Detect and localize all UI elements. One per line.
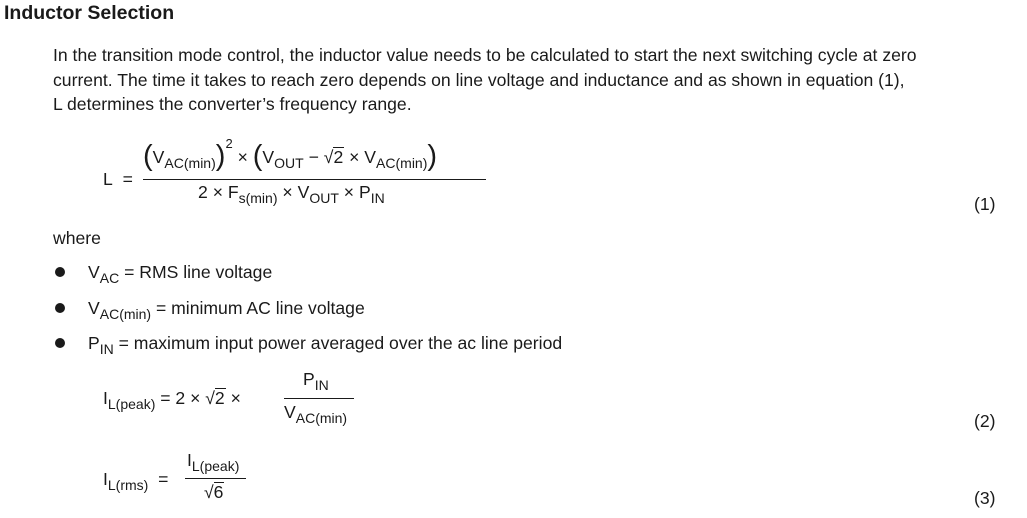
where-label: where <box>53 228 101 248</box>
intro-paragraph <box>53 43 1013 117</box>
sqrt-sign: √2 <box>205 388 225 408</box>
list-item: $V_{AC}$ = RMS line voltage <box>88 262 273 286</box>
eq1-number: (1) <box>974 194 996 214</box>
eq2-numerator: $P_{IN}$ <box>303 369 329 393</box>
eq2-denominator: $V_{AC(min)}$ <box>284 402 348 426</box>
eq2-fraction-bar <box>284 398 354 399</box>
eq3-numerator: $I_{L(peak)}$ <box>187 450 240 474</box>
section-heading: Inductor Selection <box>4 2 175 24</box>
eq1-lhs: L = <box>103 169 133 189</box>
eq1-numerator: $(V_{AC(min)})^2 \times (V_{OUT} - √2 \times V_{AC(min)})$ <box>143 136 438 172</box>
sqrt-sign: √2 <box>323 147 344 167</box>
paragraph-line-3: L determines the converter’s frequency range. <box>53 94 412 114</box>
sqrt-sign: √6 <box>204 482 224 502</box>
eq3-fraction-bar <box>185 478 246 479</box>
paragraph-line-2: current. The time it takes to reach zero depends on line voltage and inductance and as shown in equation (1), <box>53 69 905 90</box>
bullet-dot <box>55 267 65 277</box>
bullet-dot <box>55 338 65 348</box>
eq2-number: (2) <box>974 411 996 431</box>
eq1-denominator: $2 \times F_{s(min)} \times V_{OUT} \times P_{IN}$ <box>198 182 385 206</box>
bullet-dot <box>55 303 65 313</box>
paragraph-line-1: In the transition mode control, the inductor value needs to be calculated to start the next switching cycle at zero <box>53 45 917 65</box>
eq1-fraction-bar <box>143 179 486 180</box>
list-item: $V_{AC(min)}$ = minimum AC line voltage <box>88 298 365 322</box>
eq2-lhs: $I_{L(peak)} = 2 \times √2$ × <box>103 388 241 412</box>
eq3-number: (3) <box>974 488 996 508</box>
list-item: $P_{IN}$ = maximum input power averaged over the ac line period <box>88 333 563 357</box>
eq3-denominator <box>204 482 224 503</box>
eq3-lhs: $I_{L(rms)}$ = <box>103 469 169 493</box>
